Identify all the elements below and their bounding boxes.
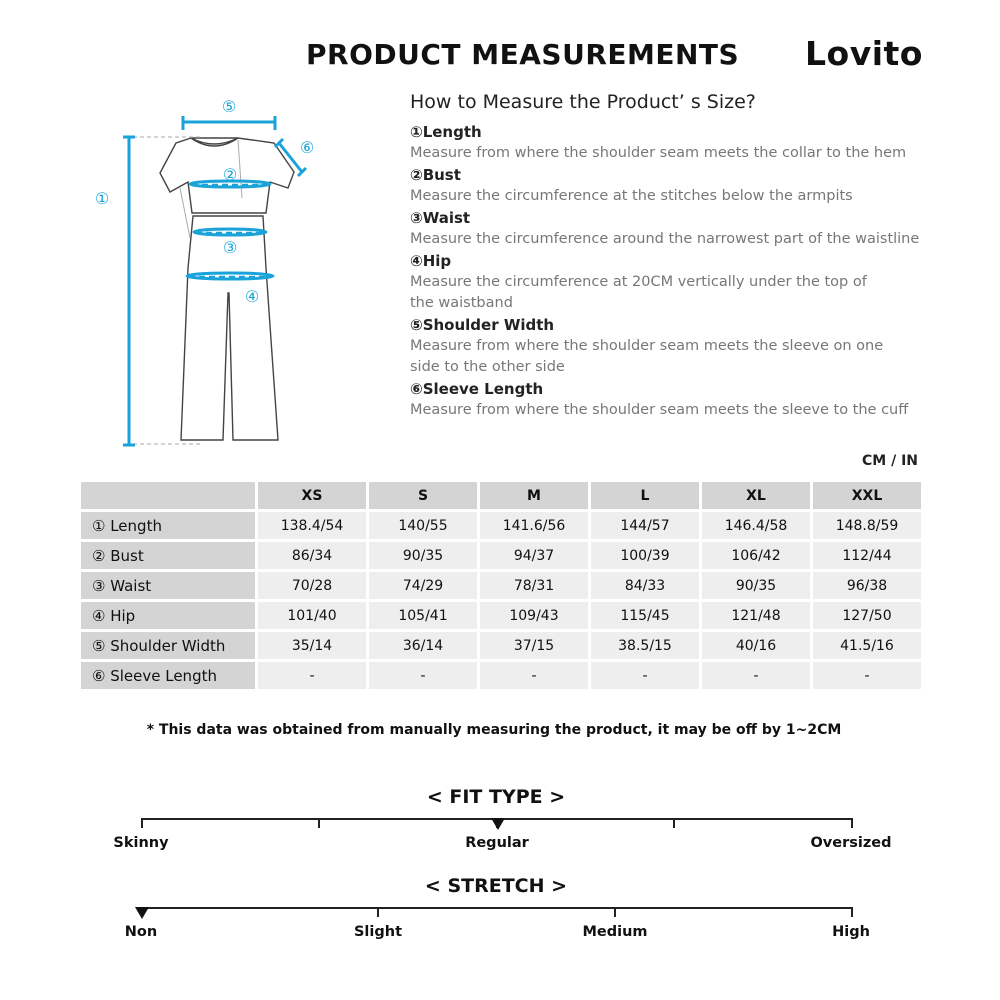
guide-item-name: ②Bust [410, 166, 461, 184]
table-row [81, 632, 921, 659]
table-cell: 37/15 [480, 632, 588, 659]
brand-logo: Lovito [805, 34, 923, 73]
row-label: ⑥ Sleeve Length [81, 662, 255, 689]
stretch-label-slight: Slight [353, 924, 403, 940]
page-title: PRODUCT MEASUREMENTS [306, 38, 740, 71]
table-cell: - [702, 662, 810, 689]
size-header-m: M [480, 482, 588, 509]
guide-item-desc: Measure from where the shoulder seam meets the sleeve to the cuff [410, 402, 909, 418]
fit-type-tick [851, 818, 853, 828]
fit-type-tick [673, 818, 675, 828]
row-label: ② Bust [81, 542, 255, 569]
table-cell: 90/35 [702, 572, 810, 599]
stretch-label-non: Non [124, 924, 158, 940]
table-cell: 121/48 [702, 602, 810, 629]
size-header-xxl: XXL [813, 482, 921, 509]
stretch-label-medium: Medium [582, 924, 648, 940]
marker-bust: ② [222, 165, 238, 184]
marker-shoulder: ⑤ [221, 97, 237, 116]
table-cell: 40/16 [702, 632, 810, 659]
table-row [81, 662, 921, 689]
marker-length: ① [94, 189, 110, 208]
table-row [81, 572, 921, 599]
table-cell: 112/44 [813, 542, 921, 569]
guide-item-name: ⑥Sleeve Length [410, 380, 544, 398]
shoulder-width-indicator [183, 116, 275, 130]
stretch-line [141, 907, 853, 909]
fit-label-skinny: Skinny [113, 835, 169, 851]
row-label: ③ Waist [81, 572, 255, 599]
guide-item-sleeve-length [410, 379, 930, 421]
size-header-s: S [369, 482, 477, 509]
guide-item-desc: Measure the circumference at the stitches below the armpits [410, 188, 853, 204]
guide-item-desc: Measure the circumference around the narrowest part of the waistline [410, 231, 920, 247]
table-cell: 38.5/15 [591, 632, 699, 659]
fit-label-regular: Regular [465, 835, 529, 851]
table-cell: 127/50 [813, 602, 921, 629]
table-cell: 115/45 [591, 602, 699, 629]
guide-item-desc: Measure from where the shoulder seam meets the sleeve on one side to the other side [410, 338, 884, 375]
table-cell: 101/40 [258, 602, 366, 629]
table-cell: - [258, 662, 366, 689]
table-cell: - [480, 662, 588, 689]
table-cell: 105/41 [369, 602, 477, 629]
stretch-tick [614, 907, 616, 917]
stretch-label-high: High [832, 924, 870, 940]
table-cell: 84/33 [591, 572, 699, 599]
length-indicator [123, 137, 135, 445]
table-cell: 140/55 [369, 512, 477, 539]
table-cell: 141.6/56 [480, 512, 588, 539]
fit-type-tick [141, 818, 143, 828]
table-cell: 94/37 [480, 542, 588, 569]
fit-type-tick [318, 818, 320, 828]
table-cell: 148.8/59 [813, 512, 921, 539]
guide-item-hip [410, 251, 930, 314]
guide-item-bust [410, 165, 930, 207]
table-cell: 36/14 [369, 632, 477, 659]
guide-item-desc: Measure the circumference at 20CM vertically under the top of the waistband [410, 274, 867, 311]
row-label: ⑤ Shoulder Width [81, 632, 255, 659]
table-row [81, 542, 921, 569]
guide-item-name: ④Hip [410, 252, 452, 270]
row-label: ① Length [81, 512, 255, 539]
table-corner-cell [81, 482, 255, 509]
table-cell: 41.5/16 [813, 632, 921, 659]
guide-item-name: ③Waist [410, 209, 471, 227]
table-cell: 109/43 [480, 602, 588, 629]
table-cell: 70/28 [258, 572, 366, 599]
size-table [78, 479, 924, 692]
table-cell: 86/34 [258, 542, 366, 569]
stretch-tick [377, 907, 379, 917]
table-row [81, 512, 921, 539]
table-header-row [81, 482, 921, 509]
fit-label-oversized: Oversized [810, 835, 892, 851]
table-cell: - [369, 662, 477, 689]
guide-item-length [410, 122, 930, 164]
table-cell: 146.4/58 [702, 512, 810, 539]
marker-waist: ③ [222, 238, 238, 257]
table-cell: - [813, 662, 921, 689]
stretch-title: < STRETCH > [424, 875, 568, 897]
guide-item-name: ⑤Shoulder Width [410, 316, 555, 334]
stretch-tick [851, 907, 853, 917]
size-header-l: L [591, 482, 699, 509]
garment-diagram [80, 88, 380, 453]
table-cell: 138.4/54 [258, 512, 366, 539]
stretch-scale [141, 907, 853, 919]
guide-item-desc: Measure from where the shoulder seam meets the collar to the hem [410, 145, 907, 161]
guide-item-waist [410, 208, 930, 250]
table-cell: 106/42 [702, 542, 810, 569]
table-cell: 90/35 [369, 542, 477, 569]
measurement-note: * This data was obtained from manually measuring the product, it may be off by 1~2CM [146, 722, 842, 738]
table-cell: 100/39 [591, 542, 699, 569]
table-cell: 74/29 [369, 572, 477, 599]
table-cell: - [591, 662, 699, 689]
row-label: ④ Hip [81, 602, 255, 629]
guide-item-shoulder-width [410, 315, 930, 378]
guide-item-name: ①Length [410, 123, 482, 141]
stretch-selected-marker [135, 907, 149, 919]
table-row [81, 602, 921, 629]
measurement-guide-list [410, 122, 930, 422]
table-cell: 96/38 [813, 572, 921, 599]
fit-type-selected-marker [491, 818, 505, 830]
marker-hip: ④ [244, 287, 260, 306]
table-cell: 78/31 [480, 572, 588, 599]
fit-type-title: < FIT TYPE > [426, 786, 566, 808]
table-cell: 144/57 [591, 512, 699, 539]
size-header-xl: XL [702, 482, 810, 509]
fit-type-scale [141, 818, 853, 830]
marker-sleeve: ⑥ [299, 138, 315, 157]
guide-title: How to Measure the Product’ s Size? [410, 91, 756, 113]
table-cell: 35/14 [258, 632, 366, 659]
size-header-xs: XS [258, 482, 366, 509]
unit-label: CM / IN [862, 453, 918, 469]
